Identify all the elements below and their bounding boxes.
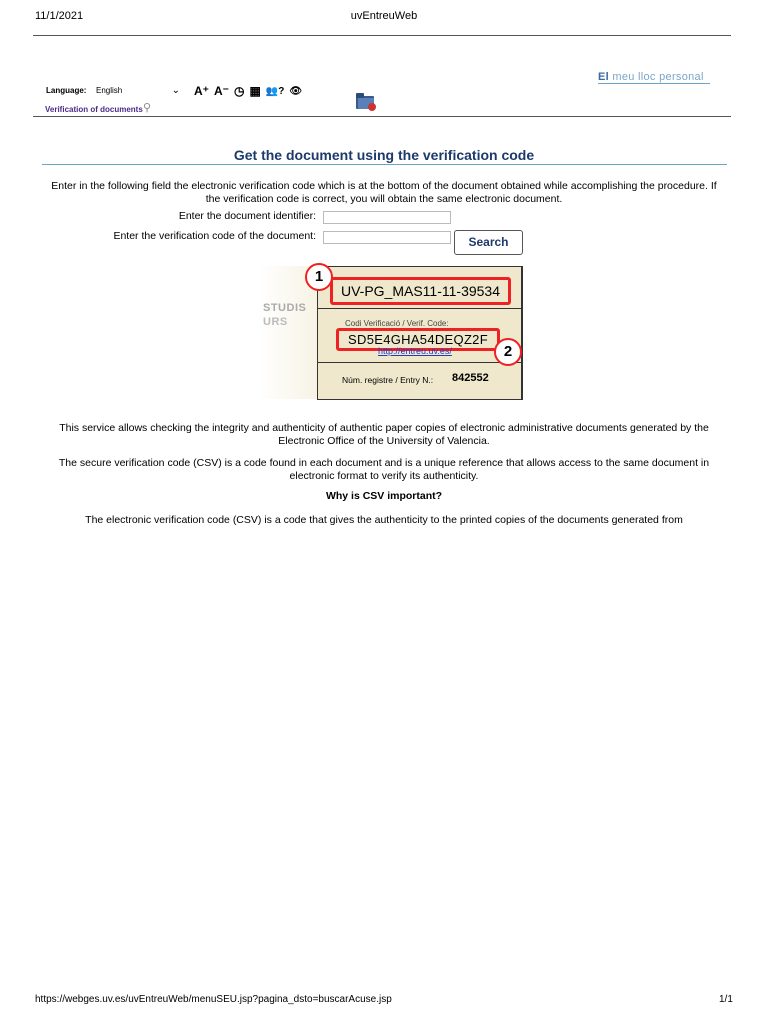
print-title: uvEntreuWeb [350, 10, 418, 22]
sample-entry-number: 842552 [452, 372, 489, 384]
sample-divider [317, 362, 522, 363]
sample-verification-code: SD5E4GHA54DEQZ2F [336, 328, 500, 351]
sample-csv-label: Codi Verificació / Verif. Code: [345, 319, 449, 328]
sample-faded-text: STUDIS [263, 302, 307, 314]
help-user-icon[interactable]: 👥? [265, 85, 285, 97]
print-date: 11/1/2021 [35, 10, 84, 22]
print-footer-url: https://webges.uv.es/uvEntreuWeb/menuSEU.jsp?pagina_dsto=buscarAcuse.jsp [35, 994, 392, 1005]
csv-importance-text: The electronic verification code (CSV) is a code that gives the authenticity to the printed copies of the documents generated from [85, 514, 683, 526]
callout-badge-1: 1 [305, 263, 333, 291]
accessibility-toolbar [194, 84, 302, 98]
title-underline [42, 164, 727, 165]
meu-lloc-word-4: personal [659, 71, 704, 83]
meu-lloc-link[interactable] [598, 71, 704, 83]
meu-lloc-word-2: meu [612, 71, 635, 83]
meu-lloc-underline [598, 83, 710, 84]
csv-importance-heading: Why is CSV important? [325, 490, 443, 502]
eye-icon[interactable]: 👁 [289, 85, 303, 97]
csv-description: The secure verification code (CSV) is a code found in each document and is a unique reference that allows access to the same document in electronic format to verify its authenticity. [58, 457, 710, 482]
increase-font-icon[interactable]: A⁺ [194, 84, 209, 98]
folder-icon[interactable] [355, 90, 377, 112]
language-select[interactable] [96, 86, 182, 95]
language-value: English [96, 86, 123, 95]
service-description: This service allows checking the integrity and authenticity of authentic paper copies of electronic administrative documents generated by the Electronic Office of the University of Valencia. [59, 422, 709, 447]
document-identifier-label: Enter the document identifier: [178, 210, 316, 222]
callout-badge-2: 2 [494, 338, 522, 366]
print-page-number: 1/1 [719, 994, 733, 1005]
sample-divider [317, 308, 522, 309]
chevron-down-icon: ⌄ [171, 85, 180, 96]
top-divider [33, 35, 731, 36]
page-title: Get the document using the verification code [233, 147, 535, 163]
meu-lloc-word-1: El [598, 71, 609, 83]
sample-document-identifier: UV-PG_MAS11-11-39534 [330, 277, 511, 305]
sample-entry-label: Núm. registre / Entry N.: [342, 375, 434, 385]
search-button[interactable]: Search [454, 230, 523, 255]
sample-faded-text: URS [263, 316, 288, 328]
header-divider [33, 116, 731, 117]
intro-text: Enter in the following field the electronic verification code which is at the bottom of the document obtained while accomplishing the procedure. If the verification code is correct, you will obtain the same electronic document. [51, 180, 717, 205]
verification-code-label: Enter the verification code of the document: [113, 230, 316, 242]
document-identifier-input[interactable] [323, 211, 451, 224]
clock-icon[interactable]: ◷ [234, 84, 245, 98]
verification-documents-link[interactable]: Verification of documents [45, 105, 143, 114]
decrease-font-icon[interactable]: A⁻ [214, 84, 229, 98]
verification-code-input[interactable] [323, 231, 451, 244]
language-label: Language: [46, 86, 87, 95]
meu-lloc-word-3: lloc [638, 71, 656, 83]
search-icon[interactable]: ⚲ [143, 102, 152, 114]
sample-entreu-link: http://entreu.uv.es/ [378, 346, 452, 356]
calendar-icon[interactable]: ▦ [249, 84, 261, 98]
